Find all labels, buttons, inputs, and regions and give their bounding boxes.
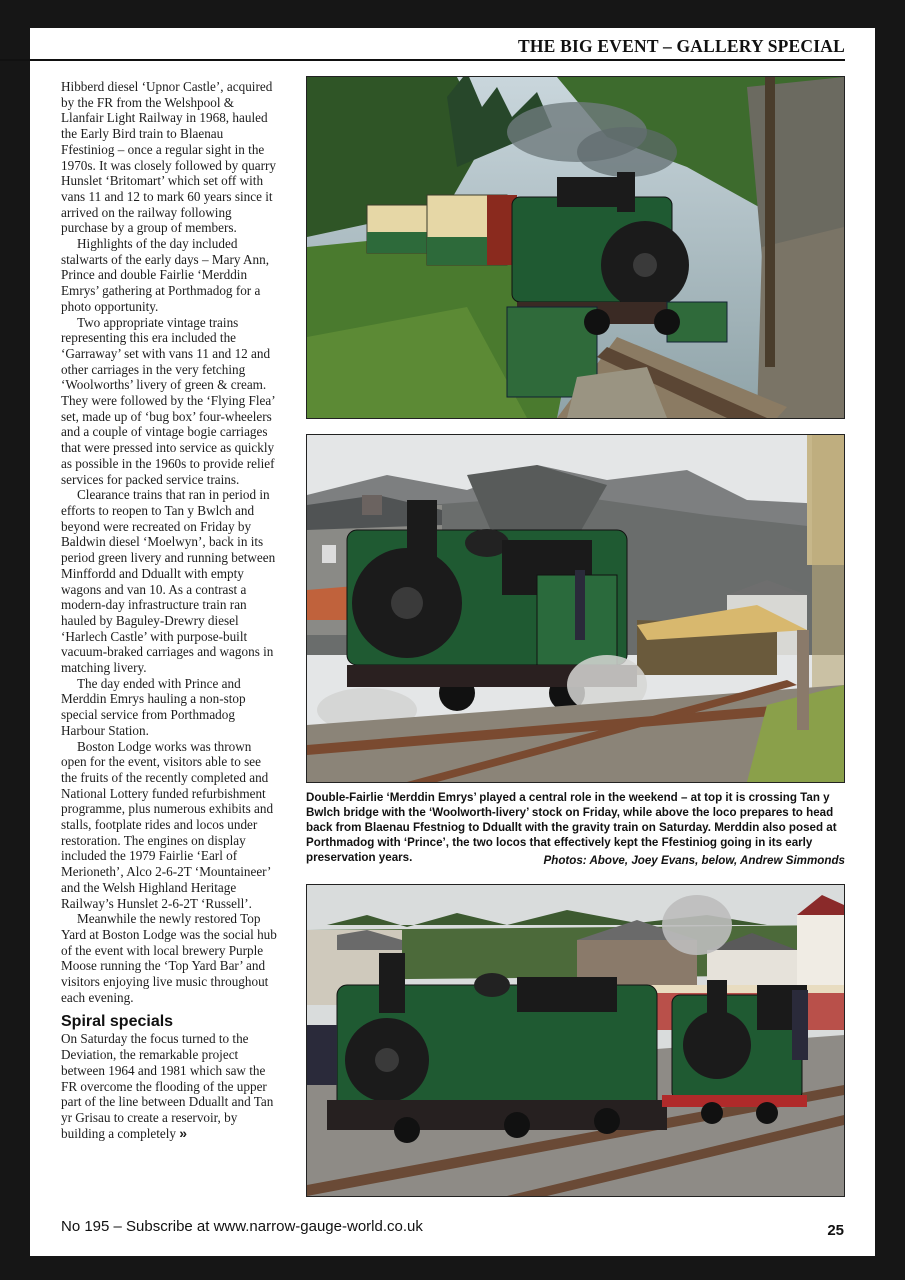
article-paragraph: Meanwhile the newly restored Top Yard at Boston Lodge was the social hub of the event with local brewery Purple Moose running the ‘Top Yard Bar’ and visitors enjoying live music throughout each evening. xyxy=(61,911,277,1005)
photo-credit: Photos: Above, Joey Evans, below, Andrew Simmonds xyxy=(543,854,845,867)
photo-caption: Double-Fairlie ‘Merddin Emrys’ played a central role in the weekend – at top it is crossing Tan y Bwlch bridge with the ‘Woolworth-livery’ stock on Friday, while above the loco prepares to head back from Blaenau Ffestniog to Dduallt with the gravity train on Saturday. Merddin also posed at Porthmadog with ‘Prince’, the two locos that effectively kept the Ffestiniog going in its early preservation years. xyxy=(306,791,837,864)
frame-top xyxy=(0,0,905,28)
article-paragraph: Highlights of the day included stalwarts of the early days – Mary Ann, Prince and double Fairlie ‘Merddin Emrys’ gathering at Porthmadog for a photo opportunity. xyxy=(61,236,270,314)
frame-bottom xyxy=(0,1256,905,1280)
article-paragraph: The day ended with Prince and Merddin Emrys hauling a non-stop special service from Porthmadog Harbour Station. xyxy=(61,675,246,738)
continue-arrow-icon: » xyxy=(179,1124,188,1141)
page-number: 25 xyxy=(827,1222,844,1239)
frame-left xyxy=(0,0,30,1280)
section-header: THE BIG EVENT – GALLERY SPECIAL xyxy=(518,36,845,56)
footer-issue-line: No 195 – Subscribe at www.narrow-gauge-world.co.uk xyxy=(61,1218,423,1235)
photo-porthmadog-pair xyxy=(306,884,845,1197)
photo-blaenau-gravity-train xyxy=(306,434,845,783)
photo-bridge-crossing xyxy=(306,76,845,419)
header-rule xyxy=(0,59,845,61)
article-paragraph-final xyxy=(61,1031,279,1141)
frame-right xyxy=(875,0,905,1280)
article-paragraph: Hibberd diesel ‘Upnor Castle’, acquired by the FR from the Welshpool & Llanfair Light Railway in 1968, hauled the Early Bird train to Blaenau Ffestiniog – once a regular sight in the 1970s. It was closely followed by quarry Hunslet ‘Britomart’ which set off with vans 11 and 12 to mark 60 years since it arrived on the railway following purchase by a group of members. xyxy=(61,79,276,236)
subheading: Spiral specials xyxy=(61,1013,174,1031)
article-column xyxy=(61,79,279,1141)
article-paragraph: Boston Lodge works was thrown open for the event, visitors able to see the fruits of the recently completed and National Lottery funded refurbishment programme, plus numerous exhibits and stalls, footplate rides and locos under restoration. The engines on display included the 1979 Fairlie ‘Earl of Merioneth’, Alco 2-6-2T ‘Mountaineer’ and the Welsh Highland Heritage Railway’s Hunslet 2-6-2T ‘Russell’. xyxy=(61,738,274,911)
article-paragraph: Two appropriate vintage trains representing this era included the ‘Garraway’ set with vans 11 and 12 and other carriages in the very fetching ‘Woolworths’ livery of green & cream. They were followed by the ‘Flying Flea’ set, made up of ‘bug box’ four-wheelers and a couple of vintage bogie carriages that were pressed into service as quickly as possible in the 1960s to provide relief services for packed service trains. xyxy=(61,314,275,487)
final-paragraph-text: On Saturday the focus turned to the Deviation, the remarkable project between 1964 and 1981 which saw the FR overcome the flooding of the upper part of the line between Dduallt and Tan yr Grisau to create a reservoir, by building a completely xyxy=(61,1031,274,1141)
article-paragraph: Clearance trains that ran in period in efforts to reopen to Tan y Bwlch and beyond were recreated on Friday by Baldwin diesel ‘Moelwyn’, back in its period green livery and running between Minffordd and Dduallt with empty wagons and van 10. As a contrast a modern-day infrastructure train ran hauled by Baguley-Drewry diesel ‘Harlech Castle’ with purpose-built vacuum-braked carriages and wagons in matching livery. xyxy=(61,487,276,676)
